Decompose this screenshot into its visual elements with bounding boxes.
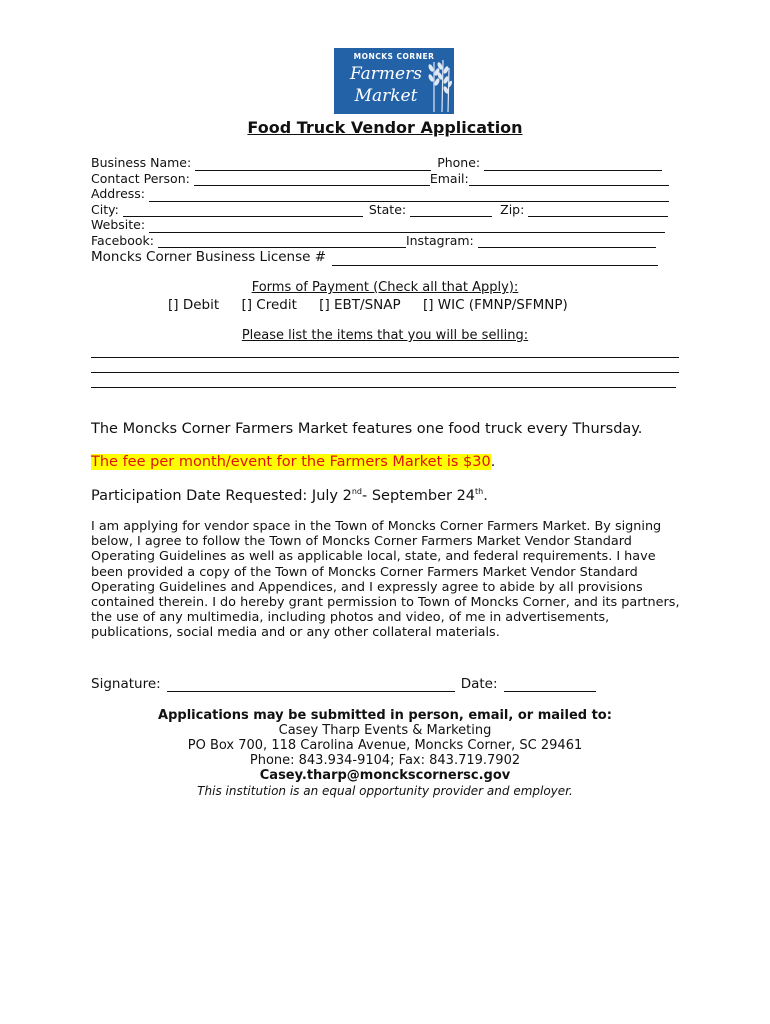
business-name-label: Business Name: xyxy=(91,155,192,170)
participation-text xyxy=(91,487,488,504)
date-label: Date: xyxy=(460,676,498,692)
wheat-icon xyxy=(426,56,452,112)
payment-option-credit[interactable]: [] Credit xyxy=(241,297,297,313)
logo-top-text: MONCKS CORNER xyxy=(353,52,435,61)
facebook-label: Facebook: xyxy=(91,232,154,248)
facebook-field[interactable] xyxy=(158,235,406,248)
instagram-label: Instagram: xyxy=(405,232,474,248)
city-label: City: xyxy=(91,201,119,217)
phone-label: Phone: xyxy=(437,155,481,170)
fee-highlight: The fee per month/event for the Farmers Market is $30 xyxy=(91,454,491,470)
email-field[interactable] xyxy=(469,173,669,186)
payment-option-debit[interactable]: [] Debit xyxy=(168,297,220,313)
email-label: Email: xyxy=(429,170,469,186)
payment-option-ebt-snap[interactable]: [] EBT/SNAP xyxy=(319,297,401,313)
footer-phone: Phone: 843.934-9104; Fax: 843.719.7902 xyxy=(249,753,521,768)
logo-script-line2: Market xyxy=(354,86,418,106)
row-website xyxy=(91,217,679,233)
participation-sup1: nd xyxy=(351,487,362,496)
address-label: Address: xyxy=(91,186,145,201)
state-label: State: xyxy=(368,201,407,217)
items-line-2[interactable] xyxy=(91,372,679,373)
business-name-field[interactable] xyxy=(195,158,431,171)
footer-address: PO Box 700, 118 Carolina Avenue, Moncks Corner, SC 29461 xyxy=(187,738,583,753)
fee-punct: . xyxy=(490,454,496,470)
contact-person-label: Contact Person: xyxy=(91,170,190,186)
signature-row xyxy=(91,676,596,692)
payment-heading: Forms of Payment (Check all that Apply): xyxy=(251,280,519,295)
participation-mid: - September 24 xyxy=(361,487,476,504)
notice-text: The Moncks Corner Farmers Market features one food truck every Thursday. xyxy=(91,421,643,437)
license-label: Moncks Corner Business License # xyxy=(91,249,327,265)
footer-eeo: This institution is an equal opportunity provider and employer. xyxy=(197,784,573,798)
row-city-state-zip xyxy=(91,202,679,218)
page-title: Food Truck Vendor Application xyxy=(247,118,523,137)
signature-field[interactable] xyxy=(167,679,455,692)
footer-submit-heading: Applications may be submitted in person, email, or mailed to: xyxy=(158,708,612,723)
contact-person-field[interactable] xyxy=(194,173,430,186)
farmers-market-logo xyxy=(334,48,454,114)
participation-end: . xyxy=(483,487,488,504)
website-field[interactable] xyxy=(149,220,665,233)
items-line-1[interactable] xyxy=(91,357,679,358)
vendor-fields xyxy=(91,155,679,266)
signature-label: Signature: xyxy=(91,676,161,692)
website-label: Website: xyxy=(91,217,146,232)
footer-email-link[interactable]: Casey.tharp@monckscornersc.gov xyxy=(259,768,511,783)
items-heading: Please list the items that you will be selling: xyxy=(241,328,529,343)
state-field[interactable] xyxy=(410,204,492,217)
row-address xyxy=(91,186,679,202)
footer-org: Casey Tharp Events & Marketing xyxy=(278,723,492,738)
participation-lead: Participation Date Requested: July 2 xyxy=(91,487,352,504)
agreement-paragraph: I am applying for vendor space in the Town of Moncks Corner Farmers Market. By signing below, I agree to follow the Town of Moncks Corner Farmers Market Vendor Standard Operating Guidelines as well as applicable local, state, and federal requirements. I have been provided a copy of the Town of Moncks Corner Farmers Market Vendor Standard Operating Guidelines and Appendices, and I expressly agree to abide by all provisions contained therein. I do hereby grant permission to Town of Moncks Corner, and its partners, the use of any multimedia, including photos and video, of me in advertisements, publications, social media and or any other collateral materials. xyxy=(91,519,680,641)
payment-option-wic[interactable]: [] WIC (FMNP/SFMNP) xyxy=(422,297,568,313)
row-facebook-instagram xyxy=(91,233,679,249)
instagram-field[interactable] xyxy=(478,235,656,248)
row-license xyxy=(91,248,679,266)
address-field[interactable] xyxy=(149,189,669,202)
payment-options xyxy=(168,297,586,313)
license-field[interactable] xyxy=(332,253,658,266)
participation-sup2: th xyxy=(475,487,484,496)
zip-label: Zip: xyxy=(500,201,525,217)
date-field[interactable] xyxy=(504,679,596,692)
row-business-phone xyxy=(91,155,679,171)
items-line-3[interactable] xyxy=(91,387,676,388)
phone-field[interactable] xyxy=(484,158,662,171)
fee-text xyxy=(91,454,495,470)
row-contact-email xyxy=(91,171,679,187)
logo-script-line1: Farmers xyxy=(350,64,422,84)
zip-field[interactable] xyxy=(528,204,668,217)
city-field[interactable] xyxy=(123,204,363,217)
